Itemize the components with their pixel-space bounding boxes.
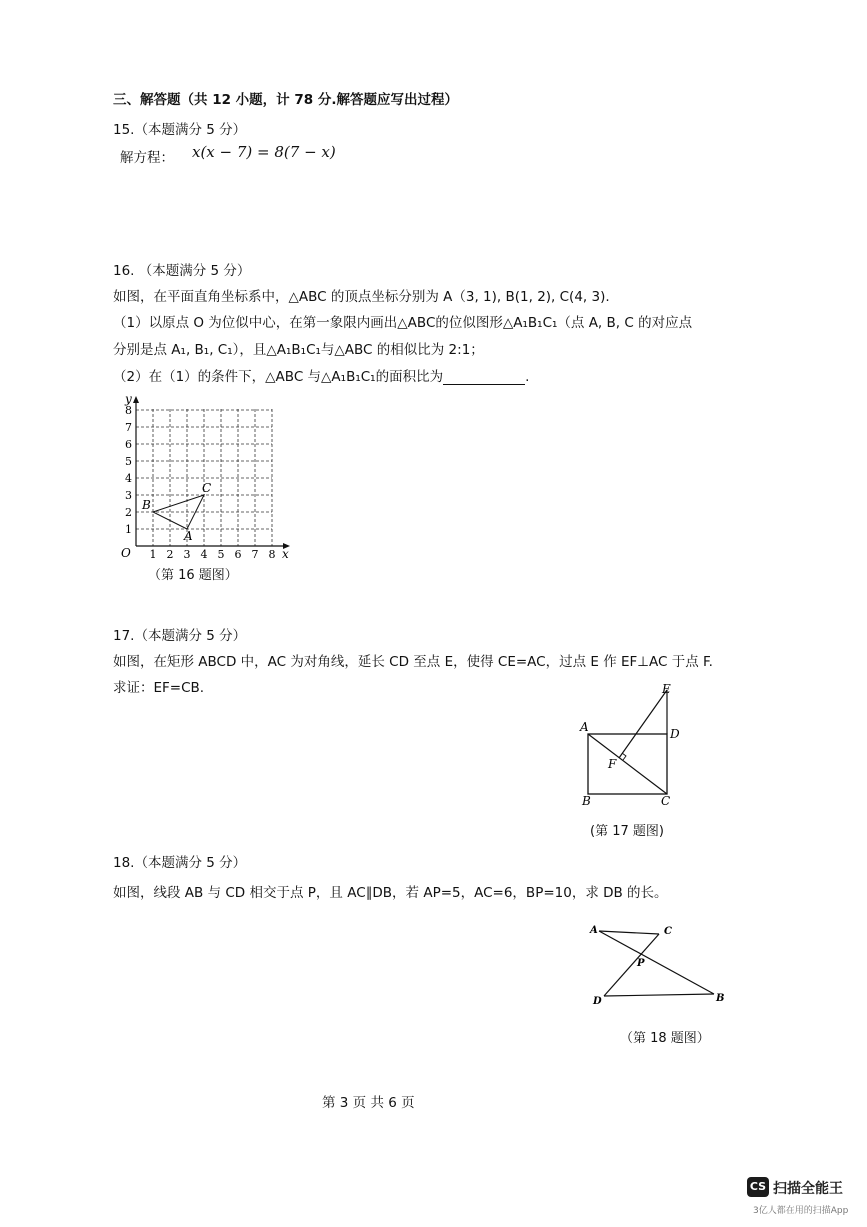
q16-header: 16. （本题满分 5 分） [113,263,251,279]
q16-origin-label: O [121,546,131,560]
q16-caption: （第 16 题图） [148,568,238,583]
q17-label-F: F [608,757,617,771]
q16-x-tick-label: 3 [183,548,191,560]
q18-segment-ac [599,931,659,934]
q17-label-E: E [662,682,671,696]
q18-label-P: P [637,958,645,969]
q16-x-tick-label: 7 [251,548,259,560]
q17-diagonal-ac [588,734,667,794]
q16-x-tick-label: 4 [200,548,208,560]
q18-segment-db [604,994,714,996]
q17-label-C: C [661,794,671,808]
scanner-brand-tagline: 3亿人都在用的扫描App [753,1206,849,1216]
q17-label-B: B [582,794,591,808]
q16-label-B: B [142,498,151,512]
q16-y-tick-label: 4 [125,472,132,485]
q17-caption: (第 17 题图) [590,824,664,839]
q17-label-D: D [670,727,680,741]
section-title: 三、解答题（共 12 小题，计 78 分.解答题应写出过程） [113,92,459,108]
q18-label-A: A [590,925,598,936]
q16-label-A: A [184,529,193,543]
q18-label-C: C [664,926,672,937]
scanner-logo-icon: CS [747,1177,769,1197]
q16-y-tick-label: 1 [125,523,132,536]
q16-y-arrow [133,396,139,403]
q16-grid [136,409,272,546]
q17-header: 17.（本题满分 5 分） [113,628,247,644]
q17-line2: 求证：EF=CB. [113,680,205,696]
q16-x-tick-label: 1 [149,548,157,560]
q16-x-tick-label: 8 [268,548,276,560]
q18-line1: 如图，线段 AB 与 CD 相交于点 P，且 AC∥DB，若 AP=5，AC=6，BP=10，求 DB 的长。 [113,885,668,901]
q16-y-tick-label: 5 [125,455,132,468]
q16-line4-end: . [525,369,530,385]
q15-prompt: 解方程： [120,150,174,166]
q18-caption: （第 18 题图） [620,1031,710,1046]
q16-figure [112,392,302,560]
scanner-brand-name: 扫描全能王 [773,1181,843,1197]
q16-line3: 分别是点 A₁, B₁, C₁），且△A₁B₁C₁与△ABC 的相似比为 2:1； [113,342,484,358]
q17-label-A: A [580,720,589,734]
q18-header: 18.（本题满分 5 分） [113,855,247,871]
q16-line1: 如图，在平面直角坐标系中，△ABC 的顶点坐标分别为 A（3, 1), B(1, 2), C(4, 3). [113,289,610,305]
q16-line4 [113,365,529,385]
q17-line1: 如图，在矩形 ABCD 中，AC 为对角线，延长 CD 至点 E，使得 CE=AC，过点 E 作 EF⊥AC 于点 F. [113,654,713,670]
q16-y-tick-label: 2 [125,506,132,519]
q15-equation: x(x − 7) = 8(7 − x) [192,143,336,161]
q16-y-tick-label: 3 [125,489,132,502]
q17-right-angle-mark [622,753,626,760]
q18-label-B: B [716,993,725,1004]
q17-figure [570,680,700,810]
q16-x-label: x [282,547,289,560]
q16-y-tick-label: 7 [125,421,132,434]
q18-figure [585,918,730,1010]
q17-segment-ef [619,690,667,758]
q18-segment-ab [599,931,714,994]
q16-y-tick-label: 8 [125,404,132,417]
q16-x-tick-label: 6 [234,548,242,560]
q16-x-tick-label: 5 [217,548,225,560]
q16-y-label: y [125,392,132,406]
q16-label-C: C [202,481,212,495]
page-footer: 第 3 页 共 6 页 [322,1095,415,1111]
q18-label-D: D [593,996,602,1007]
q16-x-tick-label: 2 [166,548,174,560]
q16-line4-text: （2）在（1）的条件下，△ABC 与△A₁B₁C₁的面积比为 [113,369,444,385]
q15-header: 15.（本题满分 5 分） [113,122,247,138]
q16-answer-blank[interactable] [443,370,525,385]
q16-y-tick-label: 6 [125,438,132,451]
q18-segment-cd [604,934,659,996]
q16-line2: （1）以原点 O 为位似中心，在第一象限内画出△ABC的位似图形△A₁B₁C₁（点 A, B, C 的对应点 [113,315,693,331]
scanner-watermark [747,1175,857,1217]
